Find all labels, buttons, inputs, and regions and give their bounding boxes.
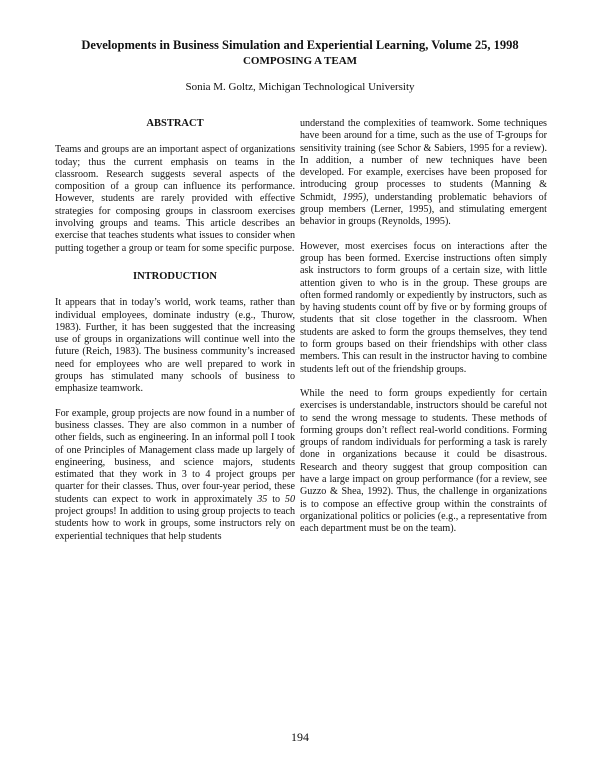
intro-p2-part-b: to <box>267 493 285 505</box>
page-number: 194 <box>291 730 309 744</box>
journal-header: Developments in Business Simulation and Experiential Learning, Volume 25, 1998 <box>81 38 519 52</box>
right-p1-part-b: understanding problematic behaviors of group members (Lerner, 1995), and stimulating emergent behavior in groups (Reynolds, 1995). <box>300 191 547 228</box>
author-line: Sonia M. Goltz, Michigan Technological University <box>185 81 415 93</box>
abstract-heading: ABSTRACT <box>146 118 204 129</box>
intro-p2-part-a: For example, group projects are now found in a number of business classes. They are also common in a number of other fields, such as engineering. In an informal poll I took of one Principles of Management class made up largely of engineering, business, and science majors, students estimated that they work in 3 to 4 project groups per quarter for their classes. Thus, over four-year period, these students can expect to work in approximately <box>55 407 295 505</box>
right-p1-year: 1995), <box>342 191 369 203</box>
right-column <box>300 118 547 548</box>
intro-p2-number-2: 50 <box>284 493 296 505</box>
right-p1-part-a: understand the complexities of teamwork. Some techniques have been around for a time, such as the use of T-groups for sensitivity training (see Schor & Sabiers, 1995 for a review). In addition, a number of new techniques have been developed. For example, exercises have been proposed for introducing group processes to students (Manning & Schmidt, <box>300 118 547 203</box>
right-paragraph-2: However, most exercises focus on interactions after the group has been formed. Exercise instructions often simply ask instructors to form groups of a certain size, with little attention given to who is in the group. These groups are often formed randomly or expediently by instructors, such as by having students count off by five or by forming groups of students that sit close together in the classroom. When students are asked to form the groups themselves, they tend to form groups based on their friendships with other class members. This can result in the instructor having to combine students left out of the friendship groups. <box>300 240 547 375</box>
intro-p2-number-1: 35 <box>257 493 268 505</box>
right-paragraph-1 <box>300 118 547 229</box>
left-column <box>55 118 295 555</box>
intro-paragraph-2 <box>55 408 295 543</box>
introduction-heading: INTRODUCTION <box>132 270 217 282</box>
abstract-text: Teams and groups are an important aspect of organizations today; thus the current emphasis on teams in the classroom. Research suggests several aspects of the composition of a group can influence its performance. However, students are rarely provided with effective strategies for composing groups in classroom exercises involving groups and teams. This article describes an exercise that teaches students what issues to consider when putting together a group or team for some specific purpose. <box>55 144 295 254</box>
right-paragraph-3: While the need to form groups expediently for certain exercises is understandable, instructors should be careful not to send the wrong message to students. These methods of forming groups don’t reflect real-world conditions. Forming groups of random individuals for performing a task is rarely done in organizations because it could be disastrous. Research and theory suggest that group composition can have a large impact on group performance (for a review, see Guzzo & Shea, 1992). Thus, the challenge in organizations is to compose an effective group within the constraints of organizational politics or policies (e.g., a representative from each department must be on the team). <box>300 387 547 535</box>
intro-paragraph-1: It appears that in today’s world, work teams, rather than individual employees, dominate industry (e.g., Thurow, 1983). Further, it has been suggested that the increasing use of groups in organizations will continue well into the future (Reich, 1983). The business community’s increased need for employees who are well prepared to work in groups has stimulated many schools of business to emphasize teamwork. <box>55 297 295 395</box>
paper-title: COMPOSING A TEAM <box>242 55 358 67</box>
intro-p2-part-c: project groups! In addition to using group projects to teach students how to work in groups, some instructors rely on experiential techniques that help students <box>55 506 295 542</box>
